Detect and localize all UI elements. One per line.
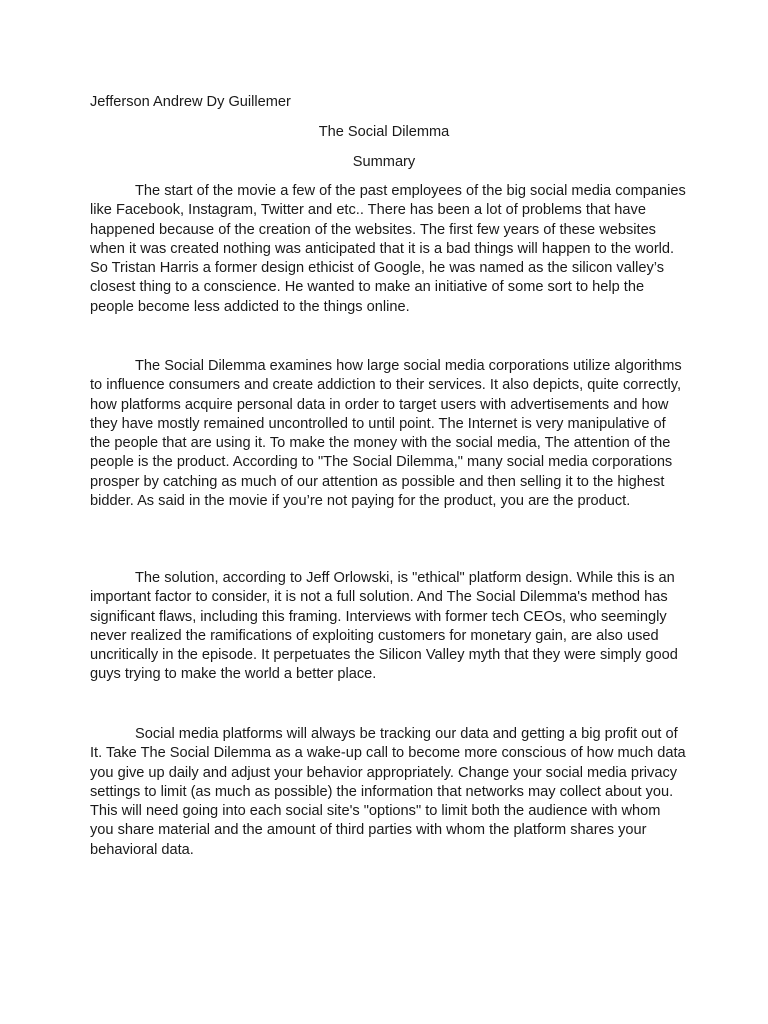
paragraph-1: The start of the movie a few of the past employees of the big social media companies like Facebook, Instagram, Twitter and etc.. There has been a lot of problems that have happened because of the creation of the websites. The first few years of these websites when it was created nothing was anticipated that it is a bad things will happen to the world. So Tristan Harris a former design ethicist of Google, he was named as the silicon valley’s closest thing to a conscience. He wanted to make an initiative of some sort to help the people become less addicted to the things online. [90, 183, 686, 315]
paragraph-3: The solution, according to Jeff Orlowski, is "ethical" platform design. While this is an important factor to consider, it is not a full solution. And The Social Dilemma's method has significant flaws, including this framing. Interviews with former tech CEOs, who seemingly never realized the ramifications of exploiting customers for monetary gain, are also used uncritically in the episode. It perpetuates the Silicon Valley myth that they were simply good guys trying to make the world a better place. [90, 570, 678, 683]
document-subtitle: Summary [352, 154, 416, 170]
paragraph-4: Social media platforms will always be tracking our data and getting a big profit out of It. Take The Social Dilemma as a wake-up call to become more conscious of how much data you give up daily and adjust your behavior appropriately. Change your social media privacy settings to limit (as much as possible) the information that networks may collect about you. This will need going into each social site's "options" to limit both the audience with whom you share material and the amount of third parties with whom the platform shares your behavioral data. [90, 726, 686, 858]
author-name: Jefferson Andrew Dy Guillemer [90, 94, 291, 110]
paragraph-2: The Social Dilemma examines how large social media corporations utilize algorithms to influence consumers and create addiction to their services. It also depicts, quite correctly, how platforms acquire personal data in order to target users with advertisements and how they have mostly remained uncontrolled to until point. The Internet is very manipulative of the people that are using it. To make the money with the social media, The attention of the people is the product. According to "The Social Dilemma," many social media corporations prosper by catching as much of our attention as possible and then selling it to the highest bidder. As said in the movie if you’re not paying for the product, you are the product. [90, 358, 682, 510]
document-title: The Social Dilemma [318, 124, 450, 140]
